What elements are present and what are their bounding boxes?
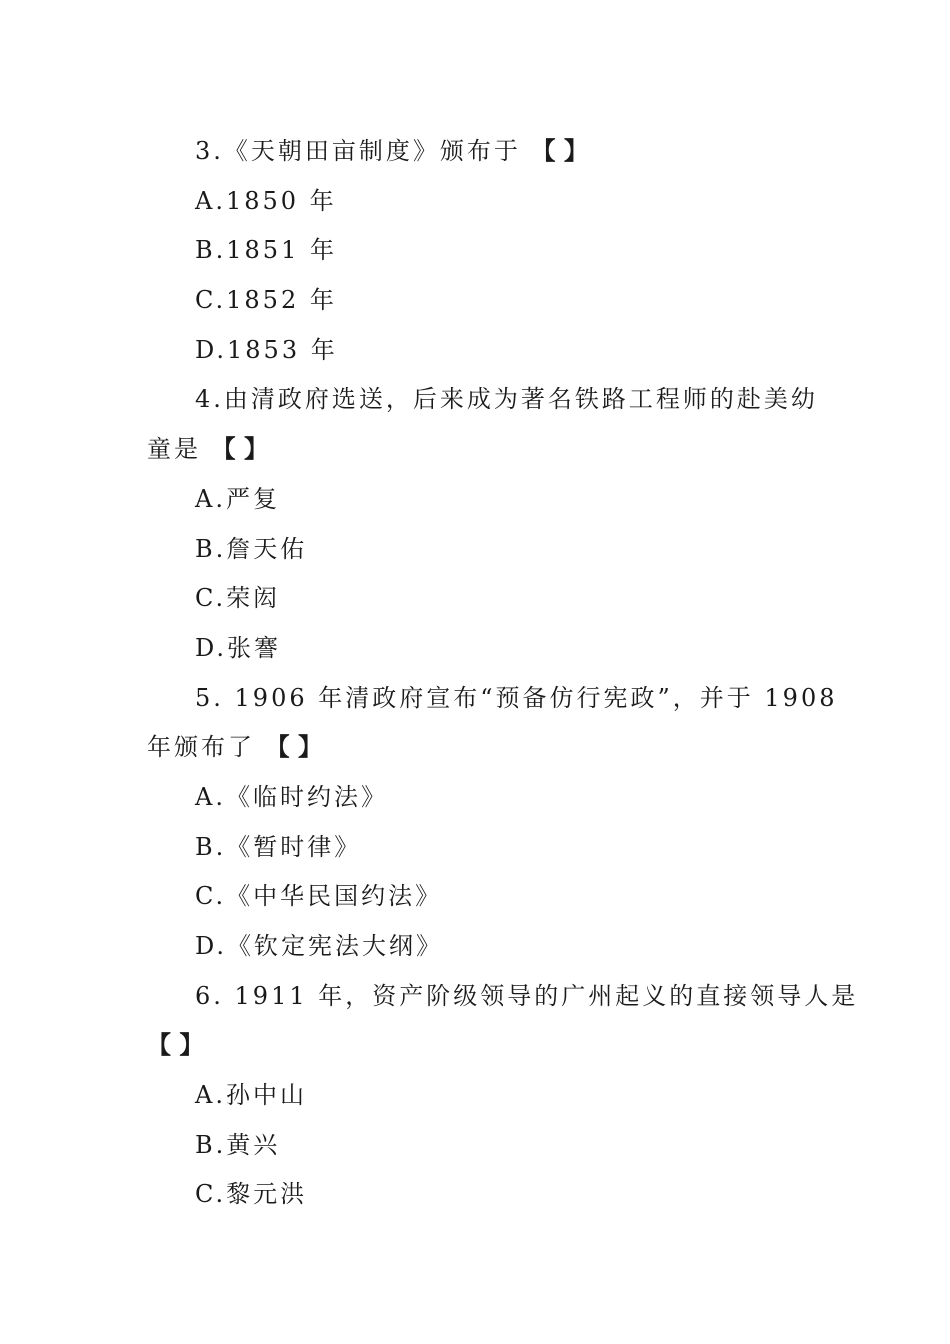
option-a: A.《临时约法》 xyxy=(195,782,388,811)
option-c: C.《中华民国约法》 xyxy=(195,882,443,911)
answer-bracket: 【 】 xyxy=(211,435,268,464)
question-list xyxy=(147,127,859,1220)
question-text: 3.《天朝田亩制度》颁布于 xyxy=(195,137,532,165)
option-c: C.黎元洪 xyxy=(195,1180,308,1209)
option-b: B.1851 年 xyxy=(195,236,337,265)
answer-bracket: 【 】 xyxy=(147,1031,204,1060)
answer-bracket: 【 】 xyxy=(531,137,588,165)
option-c: C.1852 年 xyxy=(195,286,337,315)
option-b: B.黄兴 xyxy=(195,1130,281,1159)
option-b: B.詹天佑 xyxy=(195,534,308,563)
question-5-stem-continued xyxy=(147,723,807,773)
option-a: A.孙中山 xyxy=(195,1081,307,1110)
option-d: D.张謇 xyxy=(195,633,282,662)
question-6-stem-continued xyxy=(147,1021,807,1071)
answer-bracket: 【 】 xyxy=(265,733,322,762)
question-4-stem-continued xyxy=(147,425,807,475)
question-5-stem: 5. 1906 年清政府宣布“预备仿行宪政”，并于 1908 xyxy=(195,683,838,712)
option-d: D.《钦定宪法大纲》 xyxy=(195,932,444,960)
option-b: B.《暂时律》 xyxy=(195,832,362,861)
question-text: 年颁布了 xyxy=(147,733,266,762)
question-6-stem: 6. 1911 年，资产阶级领导的广州起义的直接领导人是 xyxy=(195,981,859,1010)
question-4-stem: 4.由清政府选送，后来成为著名铁路工程师的赴美幼 xyxy=(195,385,818,414)
option-a: A.严复 xyxy=(195,484,280,513)
option-c: C.荣闳 xyxy=(195,584,281,613)
option-d: D.1853 年 xyxy=(195,335,338,364)
question-3-stem xyxy=(147,127,807,177)
question-text: 童是 xyxy=(147,435,212,464)
option-a: A.1850 年 xyxy=(195,186,337,215)
